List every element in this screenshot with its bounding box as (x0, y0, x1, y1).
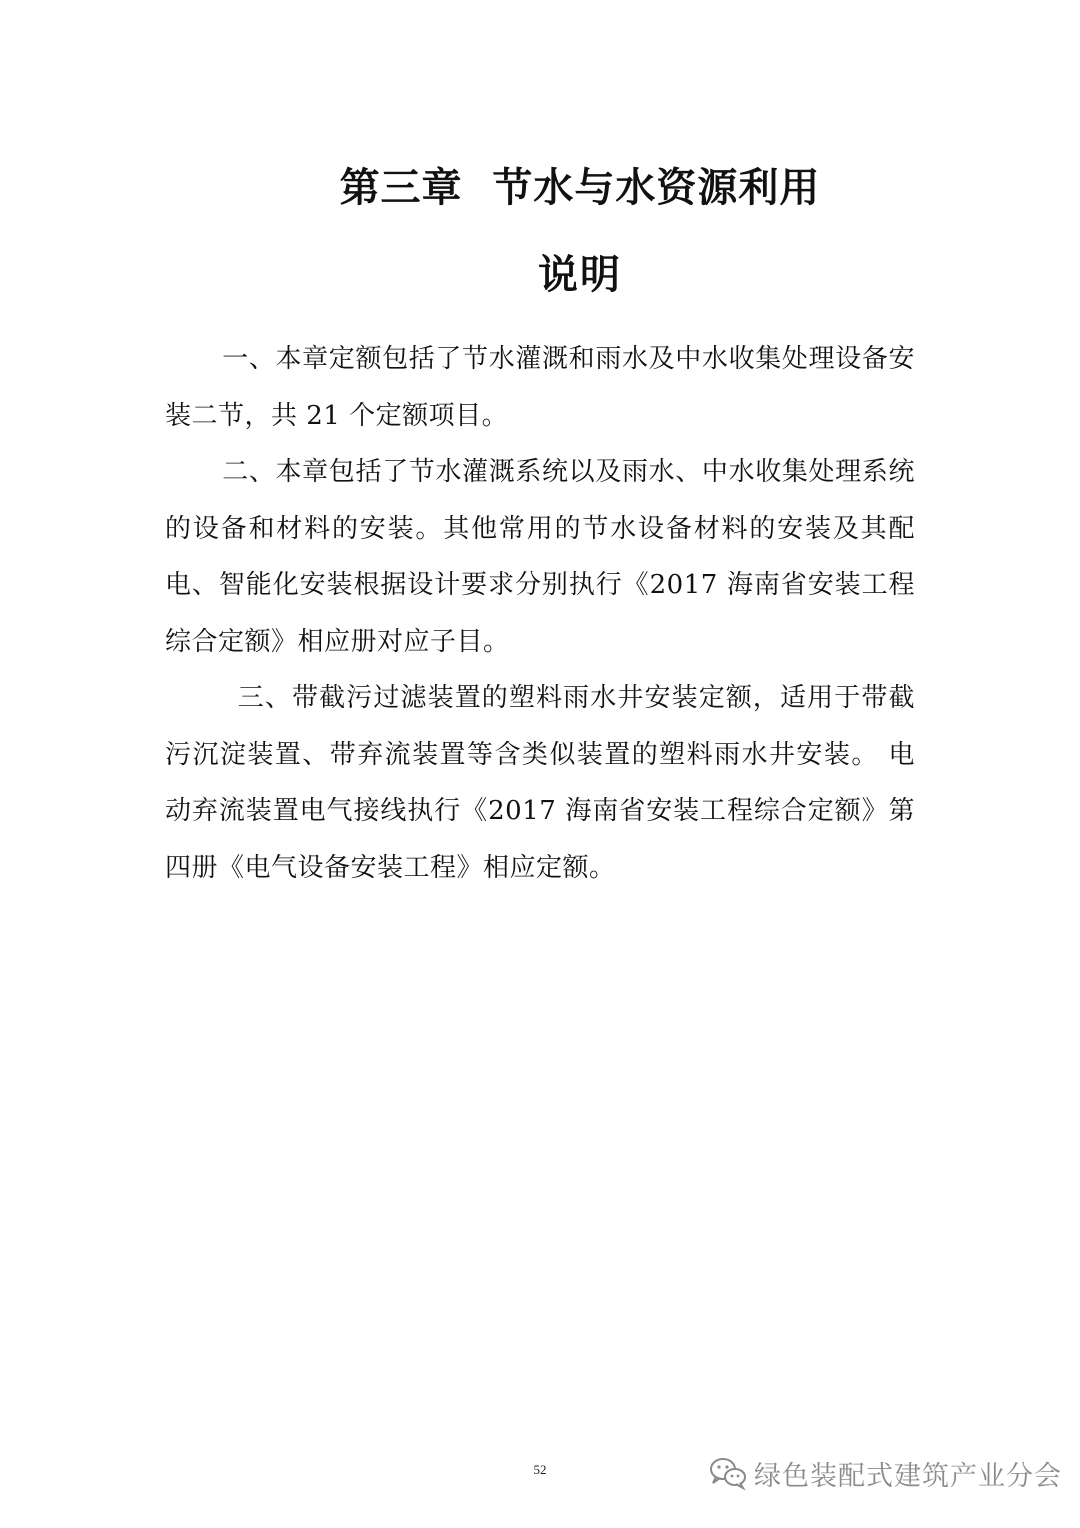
paragraph-3: 三、带截污过滤装置的塑料雨水井安装定额，适用于带截污沉淀装置、带弃流装置等含类似装置的塑料雨水井安装。 电动弃流装置电气接线执行《2017 海南省安装工程综合定额》第四册《电气设备安装工程》相应定额。 (165, 683, 915, 883)
chapter-title: 第三章 节水与水资源利用 (339, 165, 821, 211)
watermark (708, 1453, 1062, 1493)
watermark-text: 绿色装配式建筑产业分会 (754, 1460, 1062, 1492)
paragraph-1-block (165, 331, 915, 444)
page-number: 52 (533, 1462, 547, 1477)
paragraph-2-block (165, 444, 915, 670)
paragraph-2: 二、本章包括了节水灌溉系统以及雨水、中水收集处理系统的设备和材料的安装。其他常用的节水设备材料的安装及其配电、智能化安装根据设计要求分别执行《2017 海南省安装工程综合定额》相应册对应子目。 (165, 457, 915, 657)
wechat-icon (708, 1456, 748, 1490)
paragraph-3-block (165, 670, 915, 896)
paragraph-1: 一、本章定额包括了节水灌溉和雨水及中水收集处理设备安装二节，共 21 个定额项目。 (165, 344, 915, 431)
section-title: 说明 (538, 252, 622, 298)
